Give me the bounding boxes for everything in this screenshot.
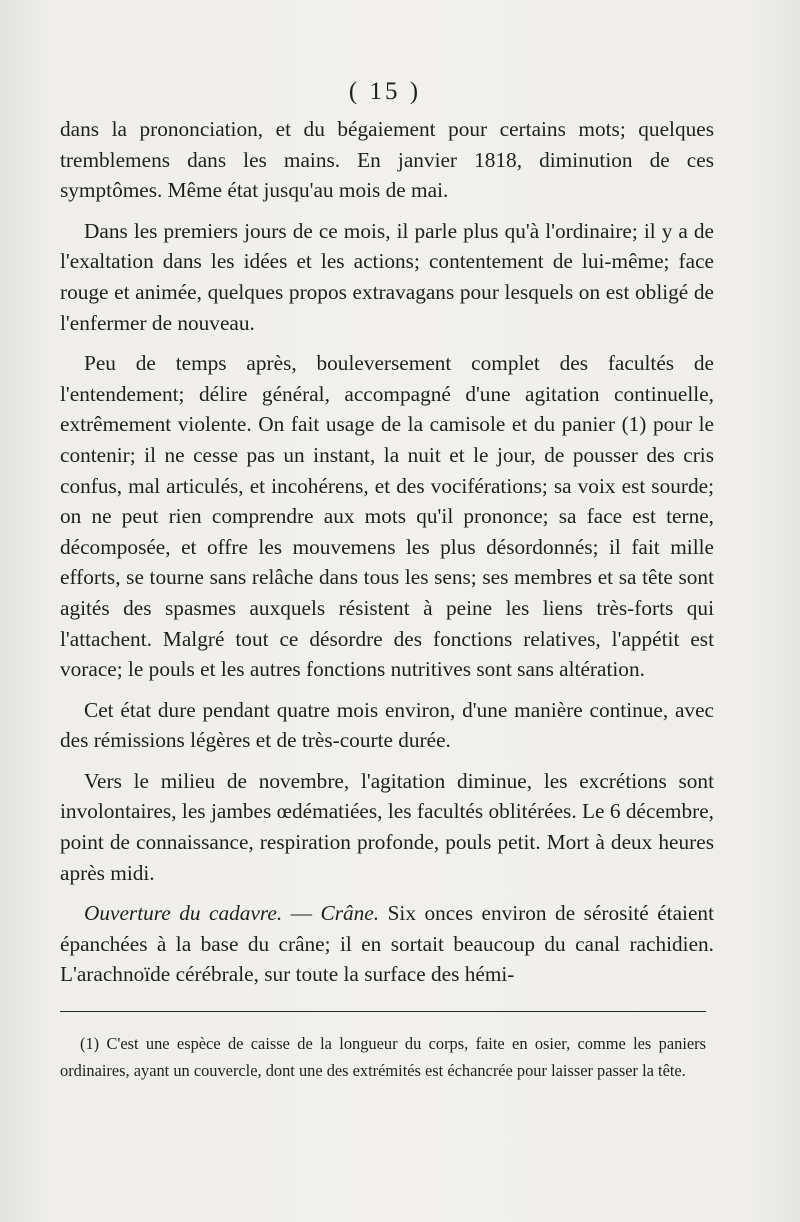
body-text xyxy=(60,114,714,990)
page-number: ( 15 ) xyxy=(348,78,422,105)
paragraph-exaltation: Dans les premiers jours de ce mois, il parle plus qu'à l'ordinaire; il y a de l'exaltation dans les idées et les actions; contentement de lui-même; face rouge et animée, quelques propos extravagans pour lesquels on est obligé de l'enfermer de nouveau. xyxy=(60,218,714,335)
autopsy-dash: — xyxy=(282,901,321,926)
paragraph-continuation: dans la prononciation, et du bégaiement pour certains mots; quelques tremblemens dans les mains. En janvier 1818, diminution de ces symptômes. Même état jusqu'au mois de mai. xyxy=(60,117,714,203)
autopsy-subheading: Crâne. xyxy=(320,901,380,926)
paragraph-delirium: Peu de temps après, bouleversement complet des facultés de l'entendement; délire général, accompagné d'une agitation continuelle, extrêmement violente. On fait usage de la camisole et du panier (1) pour le contenir; il ne cesse pas un instant, la nuit et le jour, de pousser des cris confus, mal articulés, et incohérens, et des vociférations; sa voix est sourde; on ne peut rien comprendre aux mots qu'il prononce; sa face est terne, décomposée, et offre les mouvemens les plus désordonnés; il fait mille efforts, se tourne sans relâche dans tous les sens; ses membres et sa tête sont agités des spasmes auxquels résistent à peine les liens très-forts qui l'attachent. Malgré tout ce désordre des fonctions relatives, l'appétit est vorace; le pouls et les autres fonctions nutritives sont sans altération. xyxy=(60,351,714,682)
footnote-rule xyxy=(60,1011,706,1012)
footnote xyxy=(60,1030,706,1084)
footnote-text: (1) C'est une espèce de caisse de la longueur du corps, faite en osier, comme les paniers ordinaires, ayant un couvercle, dont une des extrémités est échancrée pour laisser passer la tête. xyxy=(60,1034,706,1080)
autopsy-text: Six onces environ de sérosité étaient épanchées à la base du crâne; il en sortait beaucoup du canal rachidien. L'arachnoïde cérébrale, sur toute la surface des hémi- xyxy=(60,901,714,987)
paragraph-duration: Cet état dure pendant quatre mois environ, d'une manière continue, avec des rémissions légères et de très-courte durée. xyxy=(60,697,714,753)
paragraph-death: Vers le milieu de novembre, l'agitation diminue, les excrétions sont involontaires, les jambes œdématiées, les facultés oblitérées. Le 6 décembre, point de connaissance, respiration profonde, pouls petit. Mort à deux heures après midi. xyxy=(60,768,714,885)
autopsy-heading: Ouverture du cadavre. xyxy=(84,901,283,926)
paragraph-autopsy xyxy=(60,898,714,990)
